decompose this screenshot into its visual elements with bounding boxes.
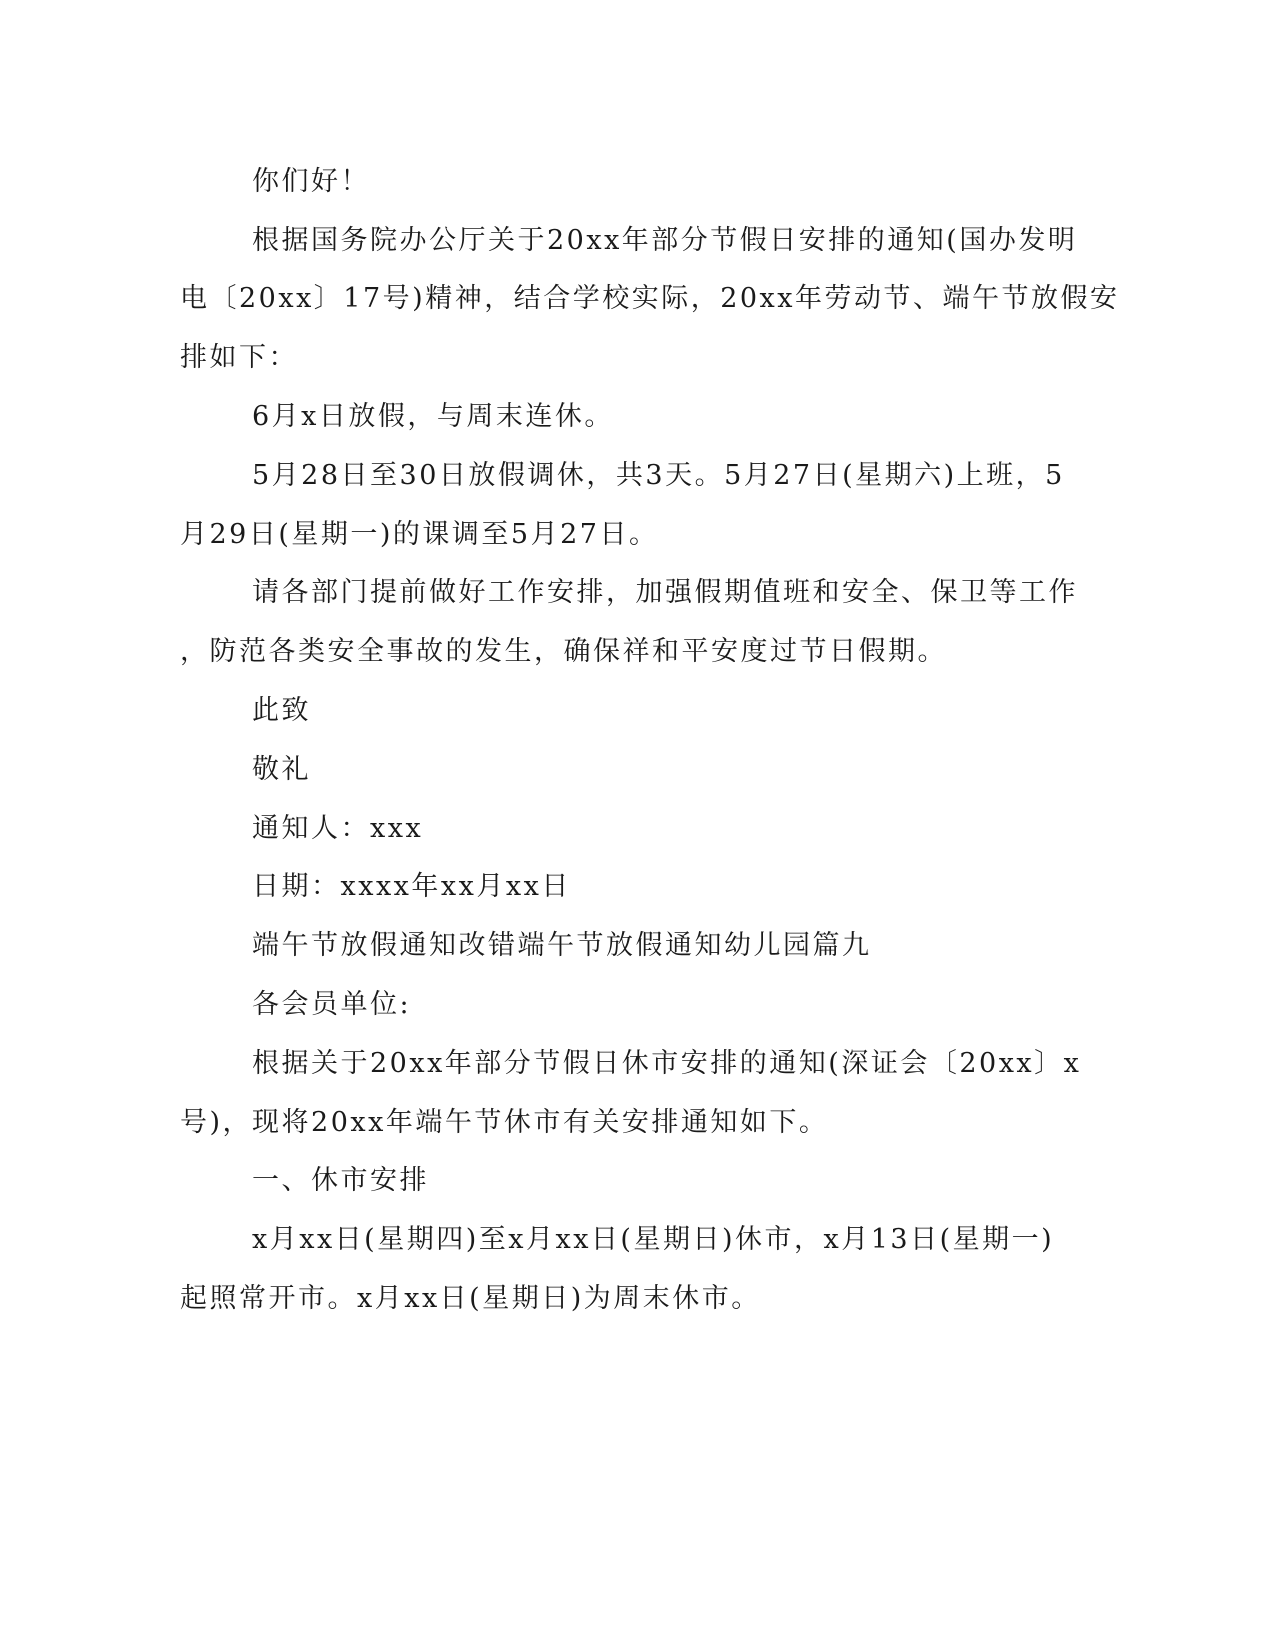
addressee-line: 各会员单位: bbox=[252, 989, 412, 1020]
body-paragraph-1-line-2: 电〔20xx〕17号)精神，结合学校实际，20xx年劳动节、端午节放假安 bbox=[180, 283, 1120, 314]
closing-jingli: 敬礼 bbox=[252, 754, 311, 785]
body-paragraph-1-line-3: 排如下： bbox=[180, 342, 298, 373]
body-paragraph-4-line-2: ，防范各类安全事故的发生，确保祥和平安度过节日假期。 bbox=[180, 636, 947, 667]
date-line: 日期：xxxx年xx月xx日 bbox=[252, 871, 571, 902]
subheading-closure-arrangement: 一、休市安排 bbox=[252, 1165, 429, 1196]
body-paragraph-6-line-2: 起照常开市。x月xx日(星期日)为周末休市。 bbox=[180, 1283, 761, 1314]
body-paragraph-2: 6月x日放假，与周末连休。 bbox=[252, 401, 614, 432]
greeting-line: 你们好！ bbox=[252, 166, 370, 197]
body-paragraph-4-line-1: 请各部门提前做好工作安排，加强假期值班和安全、保卫等工作 bbox=[252, 577, 1078, 608]
section-title: 端午节放假通知改错端午节放假通知幼儿园篇九 bbox=[252, 930, 872, 961]
body-paragraph-3-line-1: 5月28日至30日放假调休，共3天。5月27日(星期六)上班，5 bbox=[252, 460, 1065, 491]
body-paragraph-1-line-1: 根据国务院办公厅关于20xx年部分节假日安排的通知(国办发明 bbox=[252, 225, 1078, 256]
notifier-line: 通知人：xxx bbox=[252, 813, 424, 844]
body-paragraph-6-line-1: x月xx日(星期四)至x月xx日(星期日)休市，x月13日(星期一) bbox=[252, 1224, 1055, 1255]
body-paragraph-5-line-1: 根据关于20xx年部分节假日休市安排的通知(深证会〔20xx〕x bbox=[252, 1048, 1082, 1079]
body-paragraph-5-line-2: 号)，现将20xx年端午节休市有关安排通知如下。 bbox=[180, 1107, 829, 1138]
body-paragraph-3-line-2: 月29日(星期一)的课调至5月27日。 bbox=[180, 519, 659, 550]
closing-cizhi: 此致 bbox=[252, 695, 311, 726]
